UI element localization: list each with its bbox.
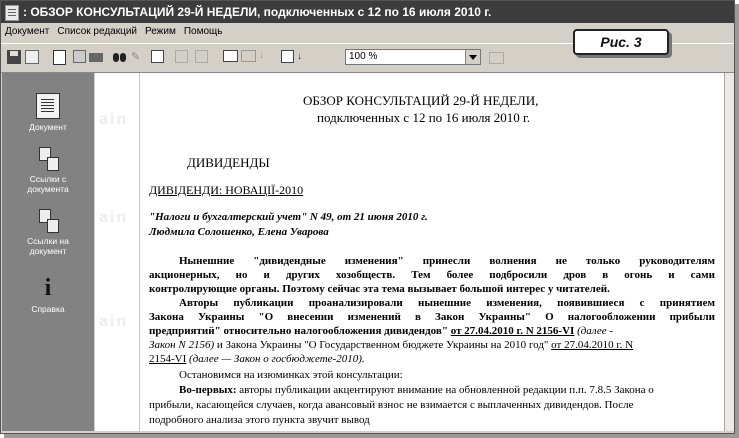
- disabled-tool-icon[interactable]: [489, 52, 504, 64]
- paragraph-line: [149, 353, 365, 365]
- title-bar[interactable]: [1, 1, 734, 23]
- save-to-file-icon[interactable]: [281, 50, 294, 63]
- paragraph-text: (далее -: [577, 325, 614, 337]
- sidebar-item-label: Справка: [31, 304, 65, 314]
- document-icon: [36, 93, 60, 119]
- law-2154-link[interactable]: 2154-VI: [149, 353, 187, 365]
- links-from-icon: [39, 147, 57, 171]
- zoom-select[interactable]: [345, 49, 481, 65]
- paragraph-line: прибыли, касающейся случаев, когда авансовый взнос не взимается с выплаченных дивидендов. После: [149, 399, 634, 411]
- arrow-disabled-icon[interactable]: ↓: [259, 50, 264, 61]
- zoom-value: 100 %: [349, 51, 378, 62]
- menu-help[interactable]: Помощь: [183, 26, 223, 37]
- export-disabled-icon[interactable]: [241, 50, 256, 62]
- paragraph-text: и Закона Украины "О Государственном бюджете Украины на 2010 год": [216, 339, 549, 351]
- document-view[interactable]: [95, 73, 724, 431]
- menu-revisions-list[interactable]: Список редакций: [57, 26, 137, 37]
- window-title: : ОБЗОР КОНСУЛЬТАЦИЙ 29-Й НЕДЕЛИ, подключенных с 12 по 16 июля 2010 г.: [23, 5, 492, 19]
- export-word-icon[interactable]: [223, 50, 238, 62]
- info-icon: i: [44, 275, 52, 301]
- paragraph-line: Закона Украины "О внесении изменений в Закон Украины" О налогообложении прибыли: [149, 311, 715, 323]
- disabled-tool-icon[interactable]: [195, 50, 208, 63]
- figure-label: Рис. 3: [573, 29, 669, 55]
- paragraph-line: подробного анализа этого пункта звучит вывод: [149, 414, 370, 426]
- paragraph-line: [179, 384, 654, 396]
- sidebar: [2, 73, 94, 431]
- book-icon[interactable]: [73, 50, 86, 63]
- sidebar-item-help[interactable]: [2, 275, 94, 314]
- binoculars-search-icon[interactable]: [113, 50, 127, 64]
- save-icon[interactable]: [7, 50, 21, 64]
- paragraph-line: акционерных, но и других хозобществ. Тем более подбросили дров в огонь и сами: [149, 269, 715, 281]
- sidebar-item-document[interactable]: [2, 93, 94, 132]
- paragraph-text: (далее — Закон о госбюджете-2010).: [189, 353, 365, 365]
- sidebar-item-links-to[interactable]: [2, 209, 94, 256]
- chevron-down-icon[interactable]: [465, 50, 480, 64]
- paragraph-line: Остановимся на изюминках этой консультации:: [179, 369, 403, 381]
- paragraph-line: [149, 339, 633, 351]
- document-subtitle: подключенных с 12 по 16 июля 2010 г.: [317, 110, 531, 125]
- watermark: ain: [99, 111, 129, 128]
- menu-document[interactable]: Документ: [5, 26, 50, 37]
- highlight-icon[interactable]: ✎: [131, 51, 141, 63]
- budget-law-link[interactable]: от 27.04.2010 г. N: [551, 339, 634, 351]
- source-line: "Налоги и бухгалтерский учет" N 49, от 21 июня 2010 г.: [149, 211, 428, 223]
- sidebar-item-label: Документ: [29, 122, 67, 132]
- document-copy-icon[interactable]: [25, 50, 39, 64]
- document-app-icon[interactable]: [5, 5, 19, 21]
- print-preview-icon[interactable]: [53, 50, 66, 65]
- paragraph-text: авторы публикации акцентируют внимание на обновленной редакции п.п. 7.8.5 Закона о: [239, 384, 654, 396]
- paragraph-text: Закон N 2156): [149, 339, 215, 351]
- links-to-icon: [39, 209, 57, 233]
- watermark: ain: [99, 313, 129, 330]
- paragraph-line: Авторы публикации проанализировали нынешние изменения, появившиеся с принятием: [179, 297, 715, 309]
- sidebar-item-label: Ссылки с документа: [27, 174, 69, 194]
- paragraph-text: предприятий" относительно налогообложения дивидендов": [149, 325, 448, 337]
- copy-icon[interactable]: [151, 50, 164, 63]
- menu-mode[interactable]: Режим: [145, 26, 176, 37]
- paragraph-line: контролирующие органы. Поэтому сейчас эта тема вызывает большой интерес у читателей.: [149, 283, 610, 295]
- vertical-scrollbar[interactable]: [724, 73, 735, 431]
- sidebar-item-links-from[interactable]: [2, 147, 94, 194]
- disabled-tool-icon[interactable]: [175, 50, 188, 63]
- watermark: ain: [99, 209, 129, 226]
- document-title: ОБЗОР КОНСУЛЬТАЦИЙ 29-Й НЕДЕЛИ,: [303, 93, 539, 108]
- subsection-link[interactable]: ДИВІДЕНДИ: НОВАЦІЇ-2010: [149, 183, 304, 197]
- authors-line: Людмила Солошенко, Елена Уварова: [149, 226, 329, 238]
- paragraph-text: Во-первых:: [179, 384, 237, 396]
- law-2156-link[interactable]: от 27.04.2010 г. N 2156-VI: [450, 325, 575, 337]
- section-heading: ДИВИДЕНДЫ: [187, 155, 270, 170]
- download-arrow-icon[interactable]: ↓: [297, 51, 302, 62]
- print-icon[interactable]: [89, 53, 103, 62]
- sidebar-item-label: Ссылки на документ: [27, 236, 69, 256]
- paragraph-line: [149, 325, 613, 337]
- paragraph-line: Нынешние "дивидендные изменения" принесли волнения не только руководителям: [179, 255, 715, 267]
